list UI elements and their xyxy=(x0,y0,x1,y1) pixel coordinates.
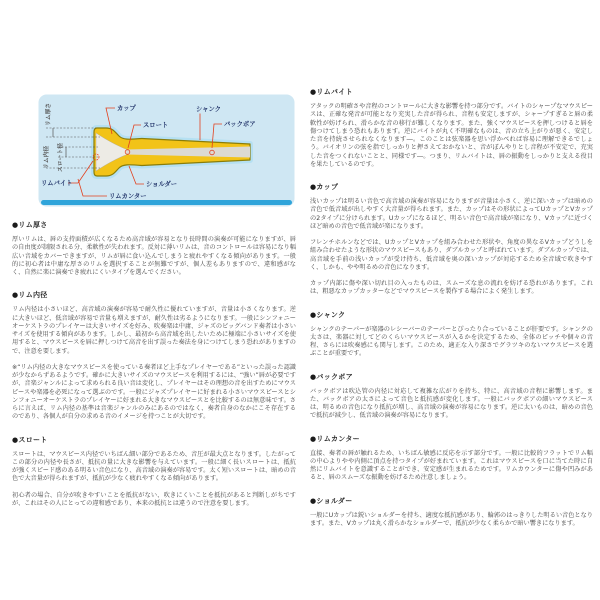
paragraph: スロートは、マウスピース内径でいちばん細い部分であるため、音圧が最大点となります。したがってこの部分の内径や長さが、抵抗の量に大きな影響を与えています。一般に細く長いスロートは、抵抗が強くスピード感のある明るい音色になり、高音域の演奏が容易です。太く短いスロートは、暗めの音色で大音量が得られますが、抵抗が少なく疲れやすくなる傾向があります。 xyxy=(12,450,296,483)
paragraph: リム内径は小さいほど、高音域の演奏が容易で耐久性に優れていますが、音量は小さくなります。逆に大きいほど、低音域が容易で音量も増えますが、耐久性は劣るようになります。一般にシンフォニーオーケストラのプレイヤーは大きいサイズを好み、吹奏楽は中庸、ジャズのビッグバンド奏者は小さいサイズを使用する傾向があります。しかし、最初から高音域を出したいために極端に小さいサイズを使用すると、マウスピースを唇に押しつけて高音を出す誤った奏法を身につけてしまう恐れがありますので、注意を要します。 xyxy=(12,306,296,355)
section-title: ●ショルダー xyxy=(310,496,353,505)
paragraph: ※“リム内径の大きなマウスピースを使っている奏者ほど上手なプレイヤーである”といった誤った認識が少なからずあるようです。確かに大きいサイズのマウスピースを利用するには、“強い”唇が必要ですが、音楽ジャンルによって求められる良い音は変化し、プレイヤーはその理想の音を出すためにマウスピースや楽器を必死になって選ぶのです。一般にジャズプレイヤーに好まれる小さいマウスピースとシンフォニーオーケストラのプレイヤーに好まれる大きなマウスピースとを比較するのは無意味です。さらに言えば、リム内径の基準は音楽ジャンルのみにあるのではなく、奏者自身のなかにこそ存在するのであり、各個人が自分の求める音のイメージを持つことが大切です。 xyxy=(12,363,296,421)
section-title: ●リムカンター xyxy=(310,434,360,443)
label-throat: スロート xyxy=(143,122,169,129)
left-column xyxy=(12,94,296,516)
paragraph: シャンクのテーパーが楽器のレシーバーのテーパーとぴったり合っていることが肝要です。シャンクの太さは、楽器に対してどのくらいマウスピースが入るかを決定するため、全体のピッチや個々の音程、さらには吹奏感にも関与します。このため、適正な入り深さでグラツキのないマウスピースを選ぶことが重要です。 xyxy=(310,325,593,358)
paragraph: バックボアは吹込管の内径に対応して複雑な広がりを持ち、特に、高音域の音程に影響します。また、バックボアの太さによって音色と抵抗感が変化します。一般にバックボアの細いマウスピースは、明るめの音色になり抵抗が増し、高音域の演奏が容易になります。逆に太いものは、暗めの音色で抵抗が減少し、低音域の演奏が容易になります。 xyxy=(310,387,593,420)
label-shank: シャンク xyxy=(196,106,221,113)
dimension-label-throat-diameter: スロート径 xyxy=(58,143,64,172)
label-cup: カップ xyxy=(117,105,136,112)
paragraph: フレンチホルンなどでは、UカップとVカップを組み合わせた形状や、角度の異なるVカップどうしを組み合わせたような形状のマウスピースもあり、ダブルカップと呼ばれています。ダブルカップでは、高音域を手前の浅いカップが受け持ち、低音域を奥の深いカップが対応するため全音域で吹きやすく、しかも、やや明るめの音色になります。 xyxy=(310,239,593,271)
dimension-label-rim-inner-diameter: リム内径 xyxy=(44,145,50,169)
paragraph: 直接、奏者の唇が触れるため、いちばん敏感に反応を示す部分です。一般に比較的フラットでリム幅の中心よりやや内側に頂点を持つタイプが好まれています。これはマウスピースを口に当てた時に自然にリムバイトを意識することができ、安定感が生まれるためです。リムカウンターに傷や凹みがあると、唇のスムーズな振動を妨げるため注意しましょう。 xyxy=(310,449,593,482)
diagram-bottom-strip xyxy=(41,200,292,205)
label-shoulder: ショルダー xyxy=(146,181,178,188)
paragraph: 初心者の場合、自分が吹きやすいことを抵抗がない、吹きにくいことを抵抗があると判断しがちですが、これはその人にとっての違和感であり、本来の抵抗とは違うので注意を要します。 xyxy=(12,491,296,507)
dimension-label-rim-thickness: リム厚さ xyxy=(46,102,52,126)
section-rim-bite xyxy=(310,87,593,169)
paragraph: カップ内部に傷や深い切れ目の入ったものは、スムーズな息の流れを妨げる恐れがあります。これは、粗悪なカップカッターなどでマウスピースを製作する場合によく発生します。 xyxy=(310,280,593,296)
section-shoulder xyxy=(310,496,593,529)
section-shank xyxy=(310,310,593,359)
section-cup xyxy=(310,182,593,297)
mouthpiece-diagram xyxy=(38,94,295,207)
section-title: ●バックボア xyxy=(310,372,353,381)
paragraph: 一般にUカップは鋭いショルダーを持ち、適度な抵抗感があり、輪郭のはっきりした明るい音色となります。また、Vカップは丸く滑らかなショルダーで、抵抗が少なく柔らかで暗い響きになります。 xyxy=(310,511,593,527)
section-rim-inner-diameter xyxy=(12,290,296,421)
section-throat xyxy=(12,435,296,509)
section-title: ●リム厚さ xyxy=(12,221,48,229)
label-backbore: バックボア xyxy=(224,121,256,128)
label-rim-contour: リムカンター xyxy=(109,193,147,200)
section-title: ●カップ xyxy=(310,183,339,191)
section-title: ●リム内径 xyxy=(12,291,48,300)
paragraph: アタックの明確さや音程のコントロールに大きな影響を持つ部分です。バイトのシャープなマウスピースは、正確な発音が可能となり充実した音が得られ、音程も安定しますが、シャープすぎると唇の柔軟性が妨げられ、滑らかな音の移行が難しくなります。また、強くマウスピースを押しつけると唇を傷つけてしまう恐れもあります。逆にバイトが丸く不明確なものは、音の立ち上がりが悪く、安定した音を持続させられなくなります―。このことは弦楽器を思い浮かべれば容易に理解できるでしょう。バイオリンの弦を指でしっかりと押さえておかないと、音がぼんやりとし音程が不安定で、充実した音をつくれないことと、同様です―。つまり、リムバイトは、唇の振動をしっかりと支える役目を果たしているのです。 xyxy=(310,103,593,168)
paragraph: 厚いリムは、唇の支持面積が広くなるため高音域が容易となり長時間の演奏が可能になりますが、唇の自由度が制限される分、柔軟性が失われます。反対に薄いリムは、音のコントロールは容易になり幅広い音域をカバーできますが、リムが唇に食い込んでしまうと疲れやすくなる傾向があります。一般的に初心者は中庸な厚さのリムを選択することが無難ですが、個人差もありますので、違和感がなく、自然に楽に演奏でき疲れにくいタイプを選んでください。 xyxy=(12,236,297,276)
section-title: ●スロート xyxy=(12,435,48,444)
mouthpiece-cross-section-figure xyxy=(38,94,295,207)
paragraph: 浅いカップは明るい音色で高音域の演奏が容易になりますが音量は小さく、逆に深いカップは暗めの音色で低音域が出しやすく大音量が得られます。また、カップはその形状によってUカップとVカップの2タイプに分けられます。Uカップになるほど、明るい音色で高音域が楽になり、Vカップに近づくほど暗めの音色で低音域が楽になります。 xyxy=(310,198,593,230)
section-rim-contour xyxy=(310,434,593,483)
right-column xyxy=(310,87,593,536)
label-rim-bite: リムバイト xyxy=(41,180,73,187)
section-backbore xyxy=(310,372,593,421)
section-title: ●シャンク xyxy=(310,310,346,319)
section-rim-thickness xyxy=(12,220,296,277)
section-title: ●リムバイト xyxy=(310,88,353,96)
